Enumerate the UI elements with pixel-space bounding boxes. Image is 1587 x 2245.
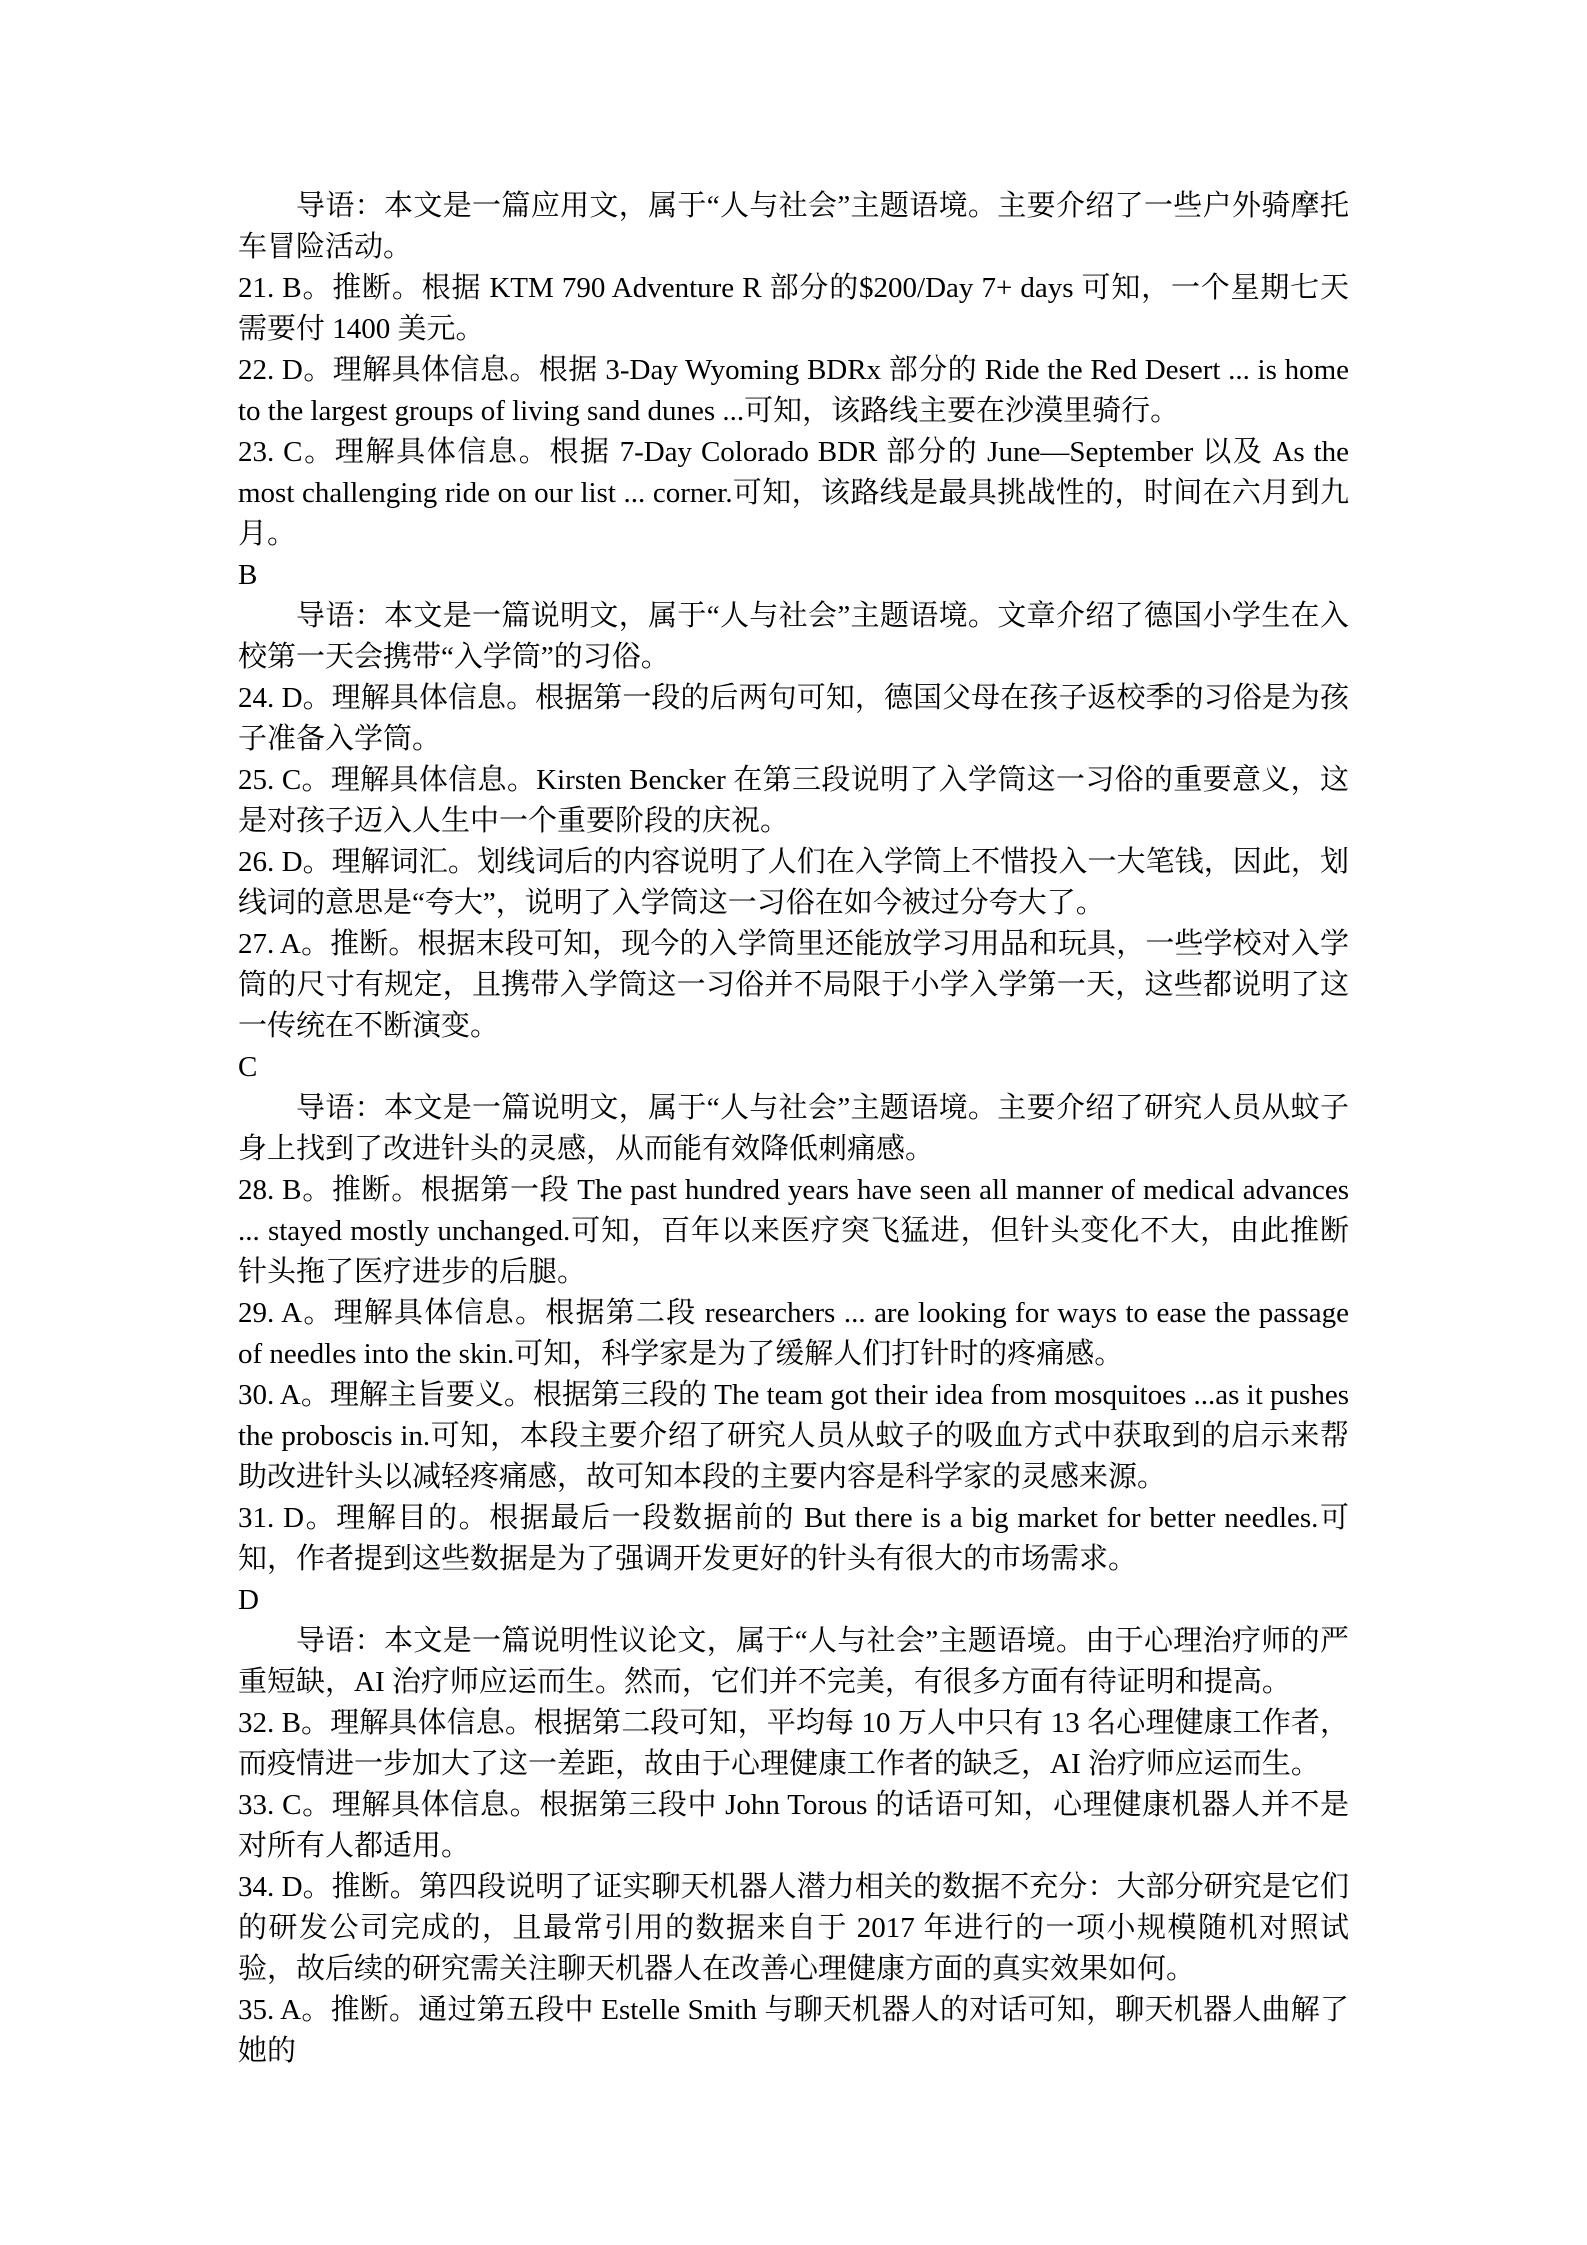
answer-explanation: 32. B。理解具体信息。根据第二段可知，平均每 10 万人中只有 13 名心理健康工作者，而疫情进一步加大了这一差距，故由于心理健康工作者的缺乏，AI 治疗师应运而生。: [238, 1707, 1349, 1780]
answer-explanation: 27. A。推断。根据末段可知，现今的入学筒里还能放学习用品和玩具，一些学校对入学筒的尺寸有规定，且携带入学筒这一习俗并不局限于小学入学第一天，这些都说明了这一传统在不断演变。: [238, 928, 1349, 1042]
answer-explanation: 35. A。推断。通过第五段中 Estelle Smith 与聊天机器人的对话可知，聊天机器人曲解了她的: [238, 1994, 1349, 2067]
section-label: C: [238, 1051, 258, 1083]
answer-explanation: 21. B。推断。根据 KTM 790 Adventure R 部分的$200/Day 7+ days 可知，一个星期七天需要付 1400 美元。: [238, 272, 1349, 345]
section-label: D: [238, 1584, 259, 1616]
intro-paragraph: 导语：本文是一篇说明文，属于“人与社会”主题语境。文章介绍了德国小学生在入校第一天会携带“入学筒”的习俗。: [238, 600, 1349, 673]
intro-paragraph: 导语：本文是一篇应用文，属于“人与社会”主题语境。主要介绍了一些户外骑摩托车冒险活动。: [238, 190, 1349, 263]
answer-explanation: 31. D。理解目的。根据最后一段数据前的 But there is a big market for better needles.可知，作者提到这些数据是为了强调开发更好的针头有很大的市场需求。: [238, 1502, 1349, 1575]
section-label: B: [238, 559, 258, 591]
answer-explanation: 28. B。推断。根据第一段 The past hundred years have seen all manner of medical advances ... stayed mostly unchanged.可知，百年以来医疗突飞猛进，但针头变化不大，由此推断针头拖了医疗进步的后腿。: [238, 1174, 1349, 1288]
answer-explanation: 22. D。理解具体信息。根据 3-Day Wyoming BDRx 部分的 Ride the Red Desert ... is home to the largest groups of living sand dunes ...可知，该路线主要在沙漠里骑行。: [238, 354, 1349, 427]
answer-explanation: 25. C。理解具体信息。Kirsten Bencker 在第三段说明了入学筒这一习俗的重要意义，这是对孩子迈入人生中一个重要阶段的庆祝。: [238, 764, 1349, 837]
answer-explanation: 33. C。理解具体信息。根据第三段中 John Torous 的话语可知，心理健康机器人并不是对所有人都适用。: [238, 1789, 1349, 1862]
document-content: [238, 186, 1349, 2072]
answer-explanation: 29. A。理解具体信息。根据第二段 researchers ... are looking for ways to ease the passage of needles into the skin.可知，科学家是为了缓解人们打针时的疼痛感。: [238, 1297, 1349, 1370]
intro-paragraph: 导语：本文是一篇说明性议论文，属于“人与社会”主题语境。由于心理治疗师的严重短缺，AI 治疗师应运而生。然而，它们并不完美，有很多方面有待证明和提高。: [238, 1625, 1349, 1698]
answer-explanation: 24. D。理解具体信息。根据第一段的后两句可知，德国父母在孩子返校季的习俗是为孩子准备入学筒。: [238, 682, 1349, 755]
answer-explanation: 23. C。理解具体信息。根据 7-Day Colorado BDR 部分的 June—September 以及 As the most challenging ride on our list ... corner.可知，该路线是最具挑战性的，时间在六月到九月。: [238, 436, 1349, 550]
answer-explanation: 30. A。理解主旨要义。根据第三段的 The team got their idea from mosquitoes ...as it pushes the proboscis in.可知，本段主要介绍了研究人员从蚊子的吸血方式中获取到的启示来帮助改进针头以减轻疼痛感，故可知本段的主要内容是科学家的灵感来源。: [238, 1379, 1349, 1493]
intro-paragraph: 导语：本文是一篇说明文，属于“人与社会”主题语境。主要介绍了研究人员从蚊子身上找到了改进针头的灵感，从而能有效降低刺痛感。: [238, 1092, 1349, 1165]
answer-explanation: 34. D。推断。第四段说明了证实聊天机器人潜力相关的数据不充分：大部分研究是它们的研发公司完成的，且最常引用的数据来自于 2017 年进行的一项小规模随机对照试验，故后续的研究需关注聊天机器人在改善心理健康方面的真实效果如何。: [238, 1871, 1349, 1985]
answer-explanation: 26. D。理解词汇。划线词后的内容说明了人们在入学筒上不惜投入一大笔钱，因此，划线词的意思是“夸大”，说明了入学筒这一习俗在如今被过分夸大了。: [238, 846, 1349, 919]
